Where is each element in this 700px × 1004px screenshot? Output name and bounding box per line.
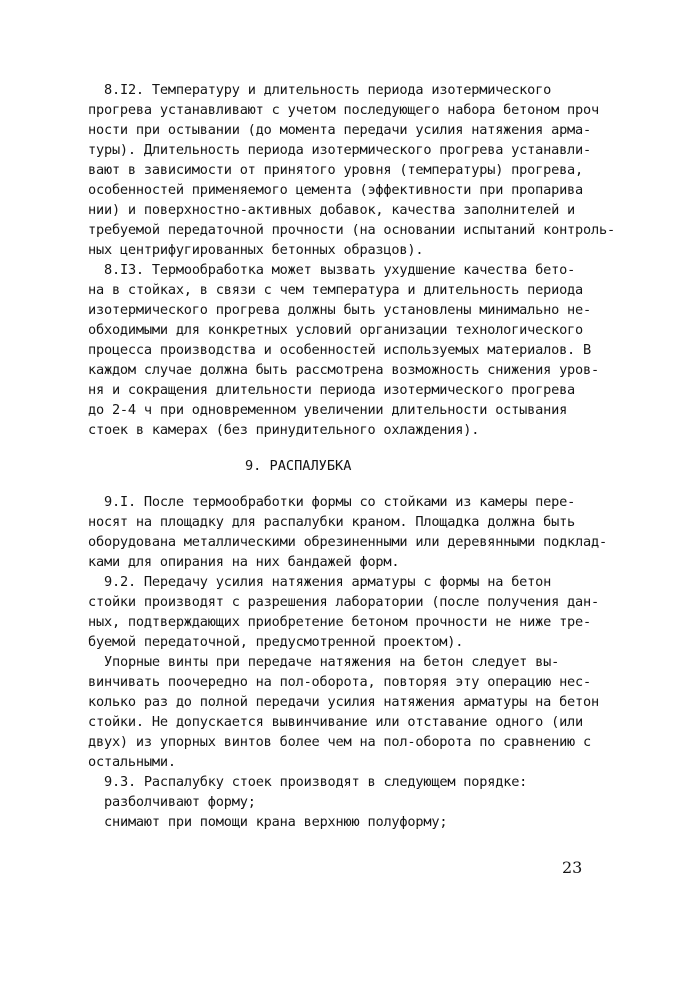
text-line: особенностей применяемого цемента (эффективности при пропарива: [88, 182, 584, 198]
text-line: на в стойках, в связи с чем температура и длительность периода: [88, 282, 584, 298]
text-line: двух) из упорных винтов более чем на пол-оборота по сравнению с: [88, 734, 592, 750]
text-line: Упорные винты при передаче натяжения на бетон следует вы-: [104, 654, 560, 670]
text-line: требуемой передаточной прочности (на основании испытаний контроль-: [88, 222, 615, 238]
text-line: 8.I2. Температуру и длительность периода изотермического: [104, 82, 552, 98]
text-line: ных, подтверждающих приобретение бетоном прочности не ниже тре-: [88, 614, 592, 630]
text-line: изотермического прогрева должны быть установлены минимально не-: [88, 302, 592, 318]
text-line: оборудована металлическими обрезиненными или деревянными подклад-: [88, 534, 607, 550]
text-line: 9.I. После термообработки формы со стойками из камеры пере-: [104, 494, 576, 510]
text-line: нии) и поверхностно-активных добавок, качества заполнителей и: [88, 202, 576, 218]
section-heading: 9. РАСПАЛУБКА: [245, 458, 352, 474]
text-line: стойки производят с разрешения лаборатории (после получения дан-: [88, 594, 599, 610]
text-line: колько раз до полной передачи усилия натяжения арматуры на бетон: [88, 694, 599, 710]
text-line: ных центрифугированных бетонных образцов).: [88, 242, 424, 258]
text-line: обходимыми для конкретных условий организации технологического: [88, 322, 584, 338]
text-line: процесса производства и особенностей используемых материалов. В: [88, 342, 592, 358]
text-line: снимают при помощи крана верхнюю полуформу;: [104, 814, 448, 830]
text-line: остальными.: [88, 754, 176, 770]
text-line: 9.2. Передачу усилия натяжения арматуры с формы на бетон: [104, 574, 552, 590]
text-line: прогрева устанавливают с учетом последующего набора бетоном проч: [88, 102, 599, 118]
text-line: 8.I3. Термообработка может вызвать ухудшение качества бето-: [104, 262, 576, 278]
text-line: туры). Длительность периода изотермического прогрева устанавли-: [88, 142, 592, 158]
page-number: 23: [562, 858, 583, 877]
text-line: 9.3. Распалубку стоек производят в следующем порядке:: [104, 774, 528, 790]
text-line: винчивать поочередно на пол-оборота, повторяя эту операцию нес-: [88, 674, 592, 690]
text-line: стоек в камерах (без принудительного охлаждения).: [88, 422, 480, 438]
text-line: вают в зависимости от принятого уровня (температуры) прогрева,: [88, 162, 584, 178]
text-line: буемой передаточной, предусмотренной проектом).: [88, 634, 464, 650]
text-line: ности при остывании (до момента передачи усилия натяжения арма-: [88, 122, 592, 138]
text-line: носят на площадку для распалубки краном. Площадка должна быть: [88, 514, 576, 530]
text-line: стойки. Не допускается вывинчивание или отставание одного (или: [88, 714, 584, 730]
text-line: ня и сокращения длительности периода изотермического прогрева: [88, 382, 576, 398]
text-line: разболчивают форму;: [104, 794, 256, 810]
text-line: ками для опирания на них бандажей форм.: [88, 554, 400, 570]
text-line: до 2-4 ч при одновременном увеличении длительности остывания: [88, 402, 568, 418]
text-line: каждом случае должна быть рассмотрена возможность снижения уров-: [88, 362, 599, 378]
